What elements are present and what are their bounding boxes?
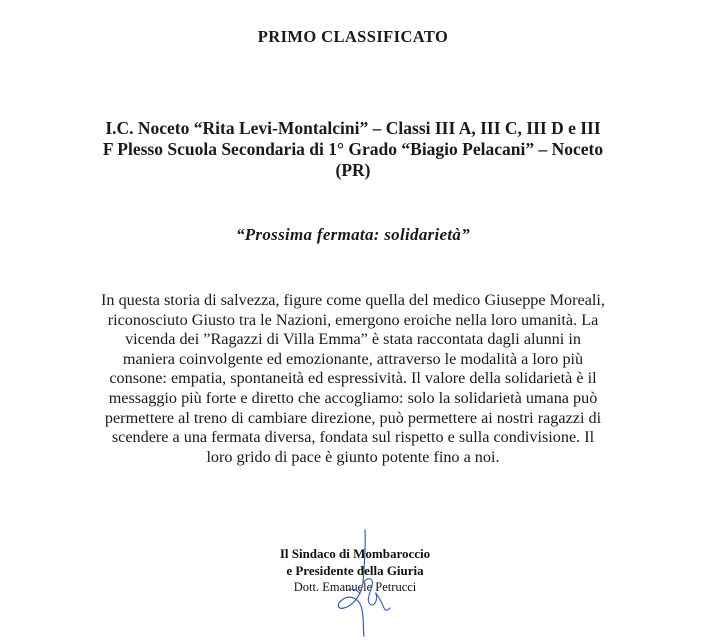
body-line: loro grido di pace è giunto potente fino a noi. bbox=[206, 447, 500, 466]
award-heading: PRIMO CLASSIFICATO bbox=[257, 27, 449, 46]
school-line: F Plesso Scuola Secondaria di 1° Grado “Biagio Pelacani” – Noceto bbox=[102, 139, 604, 159]
school-line: I.C. Noceto “Rita Levi-Montalcini” – Classi III A, III C, III D e III bbox=[105, 118, 601, 138]
body-line: In questa storia di salvezza, figure come quella del medico Giuseppe Moreali, bbox=[101, 291, 605, 309]
school-line: (PR) bbox=[335, 160, 371, 180]
body-line: maniera coinvolgente ed emozionante, attraverso le modalità a loro più bbox=[122, 349, 584, 368]
body-line: scendere a una fermata diversa, fondata sul rispetto e sulla condivisione. Il bbox=[111, 428, 595, 447]
signature-stroke bbox=[348, 589, 360, 594]
work-title: “Prossima fermata: solidarietà” bbox=[235, 225, 471, 244]
school-name bbox=[58, 118, 648, 181]
body-line: vicenda dei ”Ragazzi di Villa Emma” è stata raccontata dagli alunni in bbox=[125, 330, 581, 349]
signature-stroke bbox=[363, 579, 390, 611]
body-line: riconosciuto Giusto tra le Nazioni, emergono eroiche nella loro umanità. La bbox=[107, 310, 599, 329]
signature-stroke bbox=[338, 530, 365, 636]
signatory-role: e Presidente della Giuria bbox=[286, 563, 424, 578]
body-line: consone: empatia, spontaneità ed espressività. Il valore della solidarietà è il bbox=[109, 369, 597, 388]
body-line: messaggio più forte e diretto che accogliamo: solo la solidarietà umana può bbox=[108, 388, 598, 407]
handwritten-signature bbox=[330, 528, 400, 638]
signatory-title: Il Sindaco di Mombaroccio bbox=[279, 546, 431, 561]
signatory-name: Dott. Emanuele Petrucci bbox=[293, 580, 417, 594]
body-line: permettere al treno di cambiare direzione, può permettere ai nostri ragazzi di bbox=[104, 408, 602, 427]
motivation-paragraph bbox=[40, 291, 666, 467]
